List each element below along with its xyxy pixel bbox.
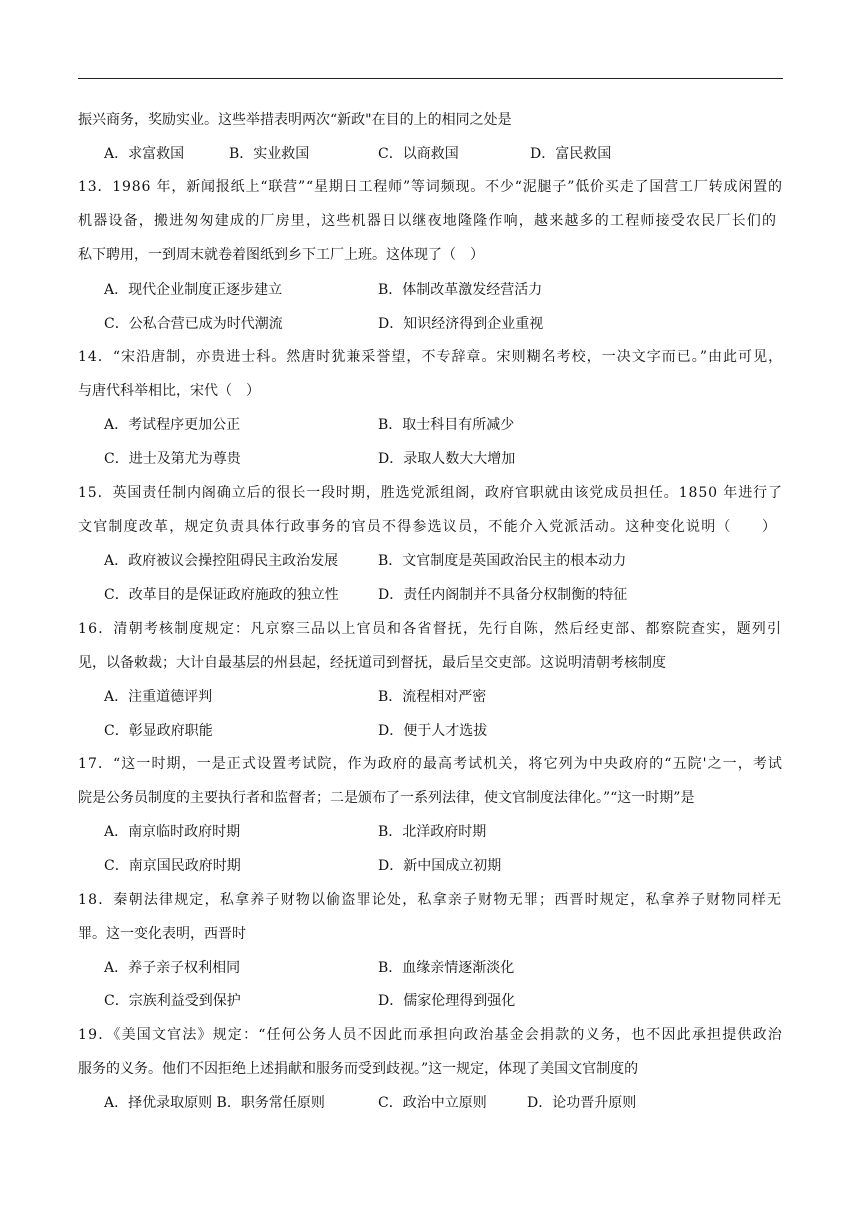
question-text: 18．秦朝法律规定，私拿养子财物以偷盗罪论处，私拿亲子财物无罪；西晋时规定，私拿养子财物同样无 [78,892,783,908]
option-c: C．南京国民政府时期 [104,858,241,874]
option-d: D．论功晋升原则 [527,1095,637,1111]
question-text: 15．英国责任制内阁确立后的很长一段时期，胜选党派组阁，政府官职就由该党成员担任。1850 年进行了 [78,485,783,501]
question-text: 服务的义务。他们不因拒绝上述捐献和服务而受到歧视。”这一规定，体现了美国文官制度的 [78,1061,639,1077]
option-d: D．儒家伦理得到强化 [378,993,516,1009]
header-rule [78,78,783,79]
option-c: C．政治中立原则 [378,1095,487,1111]
question-text: 19．《美国文官法》规定：“任何公务人员不因此而承担向政治基金会捐款的义务，也不因此承担提供政治 [78,1027,783,1043]
option-a: A．现代企业制度正逐步建立 [104,282,283,298]
question-text: 13．1986 年，新闻报纸上“联营”“星期日工程师”等词频现。不少“泥腿子”低价买走了国营工厂转成闲置的 [78,179,783,195]
question-text: 院是公务员制度的主要执行者和监督者；二是颁布了一系列法律，使文官制度法律化。”“这一时期”是 [78,790,695,806]
option-b: B．血缘亲情逐渐淡化 [378,960,515,976]
option-a: A．政府被议会操控阻碍民主政治发展 [104,553,339,569]
option-d: D．便于人才选拔 [378,723,488,739]
intro-text: 振兴商务，奖励实业。这些举措表明两次“新政"在目的上的相同之处是 [78,112,512,128]
question-text: 文官制度改革，规定负责具体行政事务的官员不得参选议员，不能介入党派活动。这种变化说明（ ） [78,519,778,535]
question-text: 14．“宋沿唐制，亦贵进士科。然唐时犹兼采誉望，不专辞章。宋则糊名考校，一决文字而已。”由此可见， [78,349,784,365]
option-c: C．彰显政府职能 [104,723,213,739]
question-text: 与唐代科举相比，宋代（ ） [78,383,260,399]
option-b: B．文官制度是英国政治民主的根本动力 [378,553,627,569]
option-b: B．流程相对严密 [378,689,487,705]
option-c: C．以商救国 [378,146,459,162]
option-d: D．富民救国 [530,146,612,162]
option-a: A．养子亲子权利相同 [104,960,241,976]
option-a: A．注重道德评判 [104,689,213,705]
option-b: B．实业救国 [229,146,310,162]
question-text: 16．清朝考核制度规定：凡京察三品以上官员和各省督抚，先行自陈，然后经吏部、都察院查实，题列引 [78,621,783,637]
question-text: 机器设备，搬进匆匆建成的厂房里，这些机器日以继夜地隆隆作响，越来越多的工程师接受农民厂长们的 [78,213,778,229]
option-c: C．改革目的是保证政府施政的独立性 [104,587,339,603]
option-c: C．进士及第尤为尊贵 [104,451,241,467]
option-b: B．取士科目有所减少 [378,417,515,433]
option-b: B．体制改革激发经营活力 [378,282,543,298]
option-c: C．宗族利益受到保护 [104,993,241,1009]
question-text: 17．“这一时期，一是正式设置考试院，作为政府的最高考试机关，将它列为中央政府的“五院'之一，考试 [78,756,783,772]
option-c: C．公私合营已成为时代潮流 [104,316,283,332]
option-d: D．新中国成立初期 [378,858,502,874]
option-d: D．知识经济得到企业重视 [378,316,544,332]
option-d: D．责任内阁制并不具备分权制衡的特征 [378,587,628,603]
option-a: A．南京临时政府时期 [104,824,241,840]
option-a: A．考试程序更加公正 [104,417,241,433]
option-b: B．北洋政府时期 [378,824,487,840]
question-text: 私下聘用，一到周末就卷着图纸到乡下工厂上班。这体现了（ ） [78,247,484,263]
question-text: 罪。这一变化表明，西晋时 [78,926,246,942]
question-text: 见，以备敕裁；大计自最基层的州县起，经抚道司到督抚，最后呈交吏部。这说明清朝考核制度 [78,655,666,671]
option-a-b: A．择优录取原则 B．职务常任原则 [104,1095,325,1111]
option-d: D．录取人数大大增加 [378,451,516,467]
option-a: A．求富救国 [104,146,185,162]
